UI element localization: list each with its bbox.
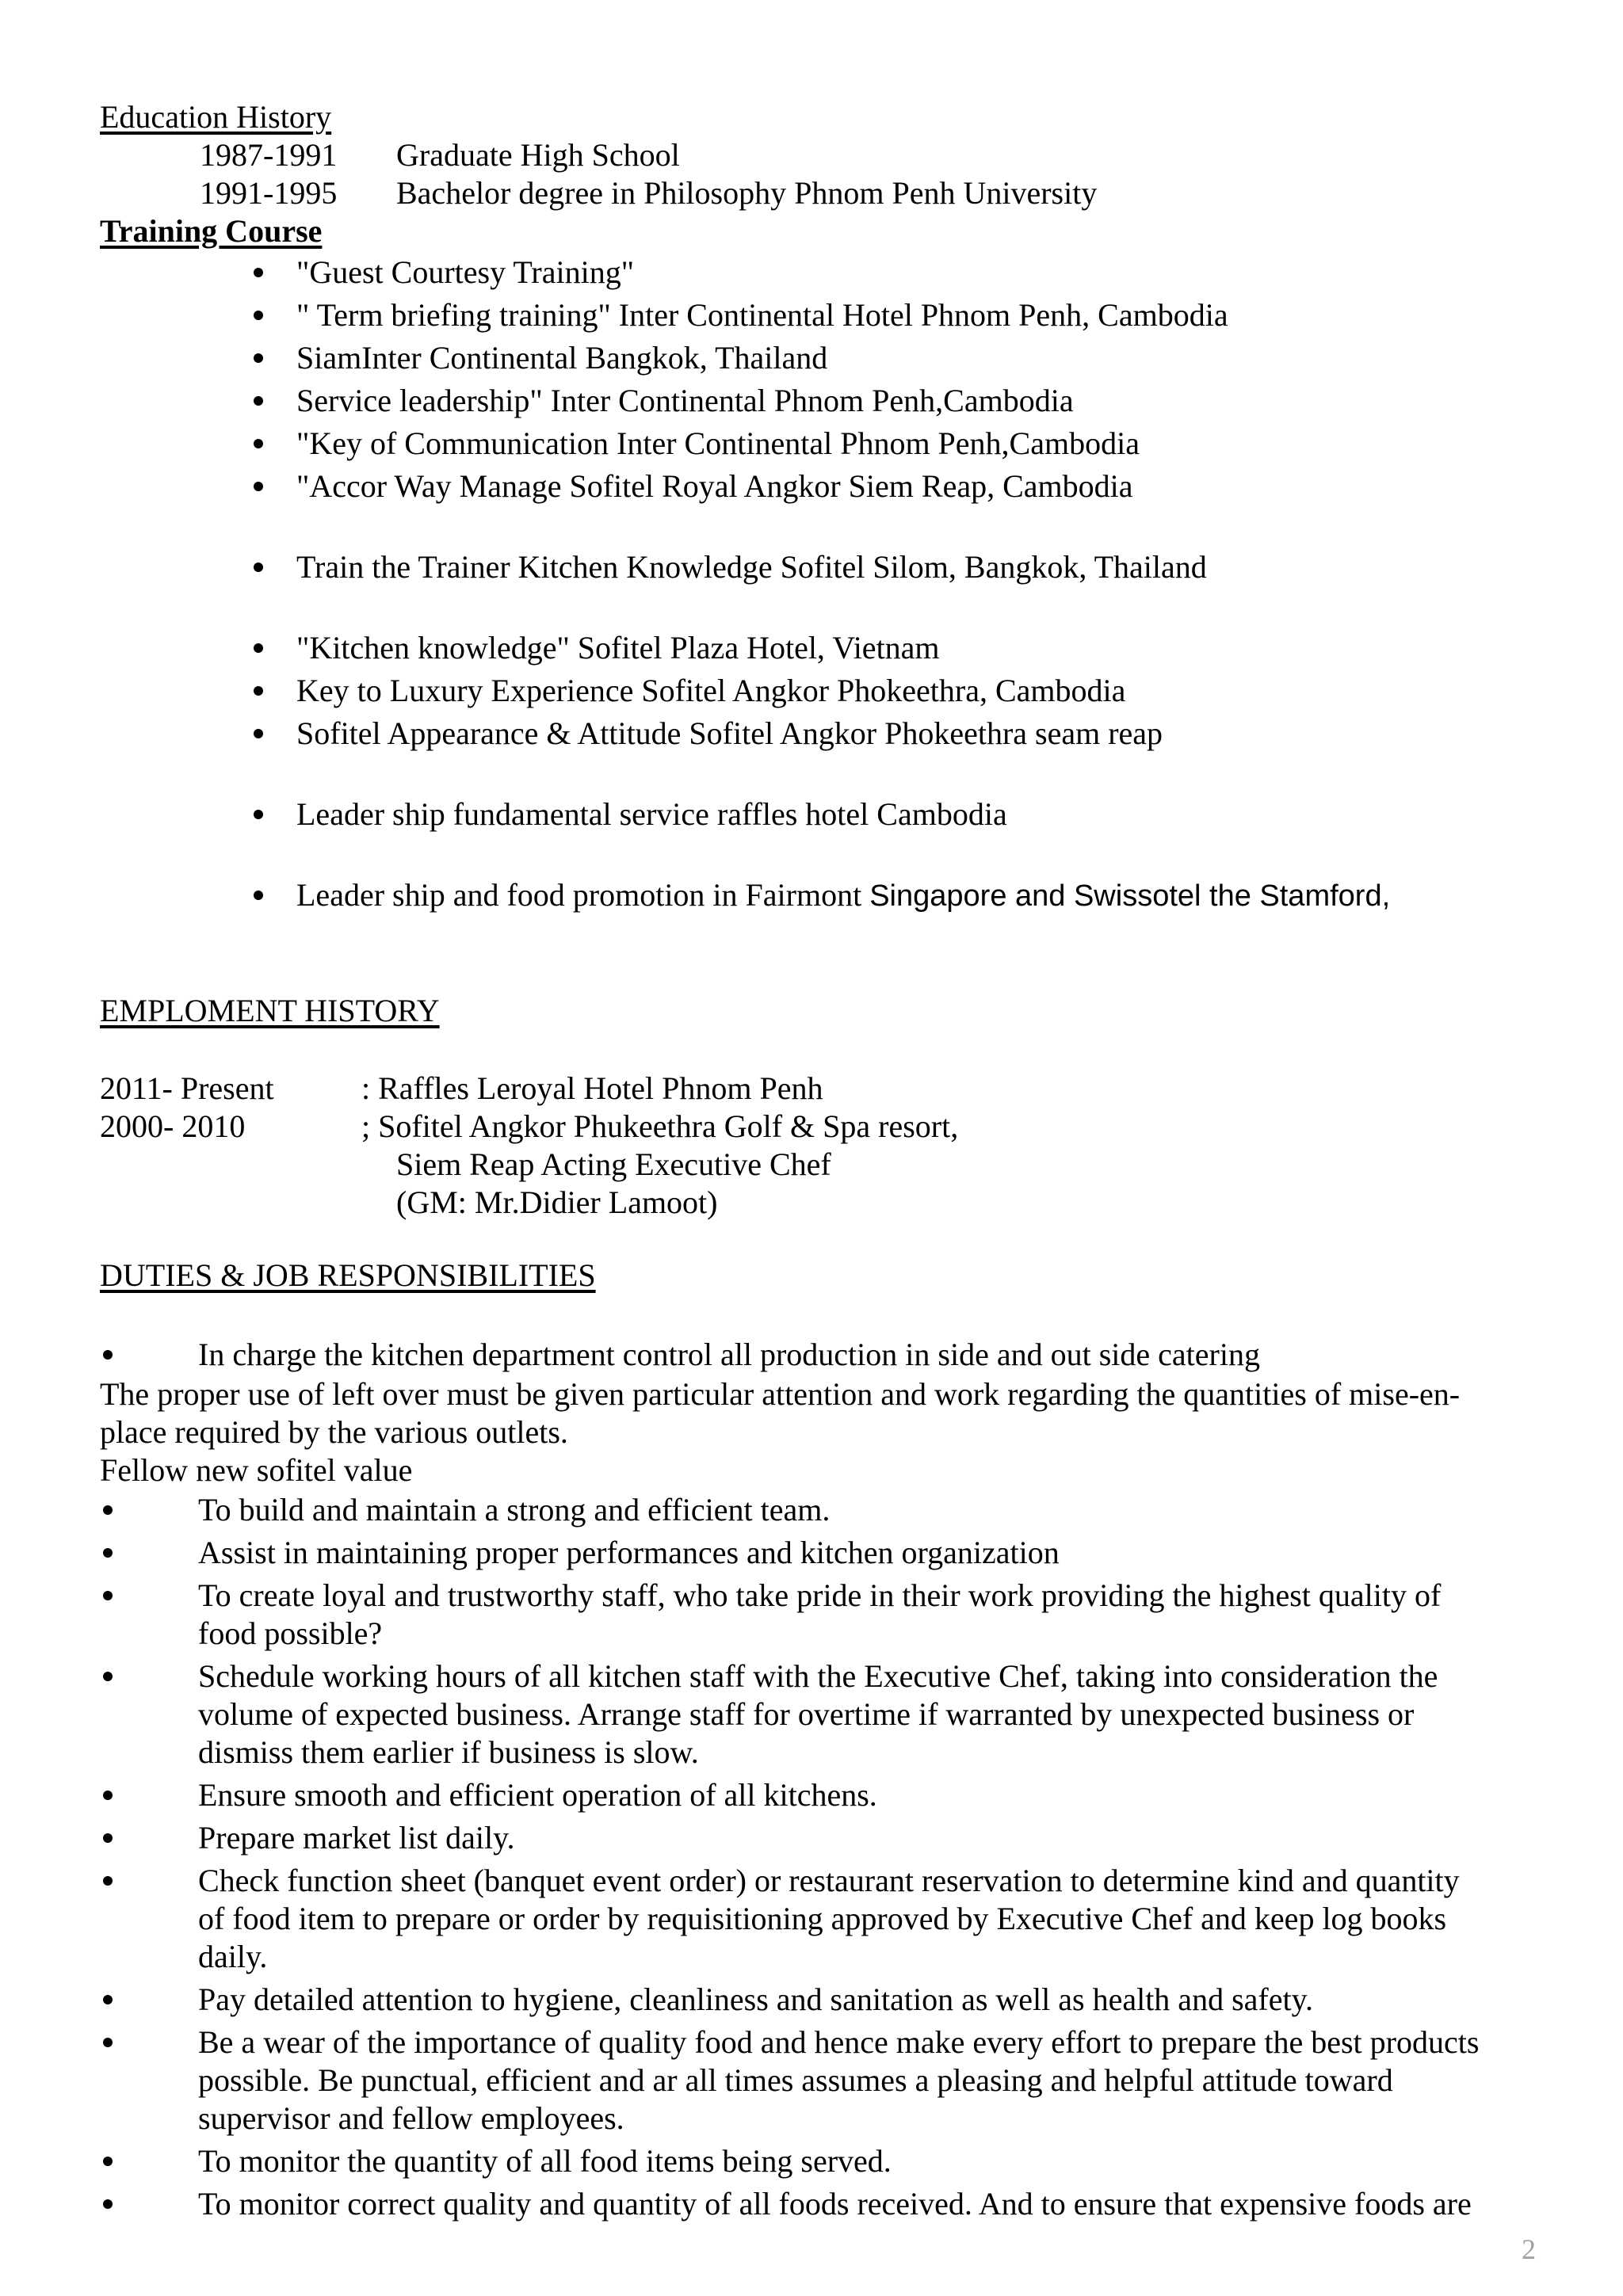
duty-paragraph-line: place required by the various outlets. <box>100 1414 568 1450</box>
bullet-icon <box>103 2038 113 2047</box>
employment-detail: Siem Reap Acting Executive Chef <box>396 1146 831 1182</box>
employment-detail: : Raffles Leroyal Hotel Phnom Penh <box>361 1070 823 1106</box>
employment-years: 2000- 2010 <box>100 1108 246 1144</box>
page-number: 2 <box>1522 2233 1536 2265</box>
duty-item: To create loyal and trustworthy staff, who take pride in their work providing the highest quality of <box>198 1577 1442 1613</box>
education-desc: Bachelor degree in Philosophy Phnom Penh University <box>396 175 1098 211</box>
duty-item-cont: volume of expected business. Arrange staff for overtime if warranted by unexpected business or <box>198 1696 1415 1732</box>
employment-detail: (GM: Mr.Didier Lamoot) <box>396 1184 718 1220</box>
duty-item: To monitor correct quality and quantity of all foods received. And to ensure that expensive foods are <box>198 2186 1472 2222</box>
training-item: "Kitchen knowledge" Sofitel Plaza Hotel, Vietnam <box>296 630 940 666</box>
employment-years: 2011- Present <box>100 1070 274 1106</box>
duty-item-cont: food possible? <box>198 1615 383 1651</box>
duties-heading: DUTIES & JOB RESPONSIBILITIES <box>100 1257 596 1293</box>
duty-item-cont: of food item to prepare or order by requisitioning approved by Executive Chef and keep log books <box>198 1901 1447 1936</box>
duty-item-cont: daily. <box>198 1939 268 1974</box>
duty-paragraph-line: The proper use of left over must be given particular attention and work regarding the quantities of mise-en- <box>100 1376 1461 1412</box>
employment-heading: EMPLOMENT HISTORY <box>100 993 440 1028</box>
bullet-icon <box>103 2157 113 2166</box>
bullet-icon <box>103 1591 113 1600</box>
duty-item: To build and maintain a strong and efficient team. <box>198 1492 831 1527</box>
duty-paragraph-line: Fellow new sofitel value <box>100 1452 413 1488</box>
education-heading: Education History <box>100 99 332 135</box>
duty-item: To monitor the quantity of all food items being served. <box>198 2143 892 2179</box>
duty-item: Check function sheet (banquet event order) or restaurant reservation to determine kind and quantity <box>198 1863 1460 1898</box>
bullet-icon <box>254 810 263 819</box>
bullet-icon <box>103 1833 113 1843</box>
training-item: SiamInter Continental Bangkok, Thailand <box>296 340 828 376</box>
training-item: Key to Luxury Experience Sofitel Angkor Phokeethra, Cambodia <box>296 673 1126 708</box>
training-item: Train the Trainer Kitchen Knowledge Sofitel Silom, Bangkok, Thailand <box>296 549 1207 585</box>
duty-item: Schedule working hours of all kitchen staff with the Executive Chef, taking into consideration the <box>198 1658 1438 1694</box>
duty-item-cont: dismiss them earlier if business is slow. <box>198 1734 699 1770</box>
bullet-icon <box>103 1505 113 1515</box>
training-item: "Key of Communication Inter Continental Phnom Penh,Cambodia <box>296 425 1140 461</box>
duty-item: Pay detailed attention to hygiene, cleanliness and sanitation as well as health and safety. <box>198 1981 1313 2017</box>
training-item: "Accor Way Manage Sofitel Royal Angkor Siem Reap, Cambodia <box>296 468 1133 504</box>
duty-item: In charge the kitchen department control all production in side and out side catering <box>198 1337 1260 1372</box>
training-item: "Guest Courtesy Training" <box>296 254 635 290</box>
bullet-icon <box>254 891 263 900</box>
bullet-icon <box>254 396 263 406</box>
duty-item-cont: supervisor and fellow employees. <box>198 2100 624 2136</box>
training-item: Service leadership" Inter Continental Phnom Penh,Cambodia <box>296 383 1074 418</box>
bullet-icon <box>254 482 263 491</box>
bullet-icon <box>103 1350 113 1360</box>
education-years: 1987-1991 <box>200 137 338 173</box>
duty-item-cont: possible. Be punctual, efficient and ar all times assumes a pleasing and helpful attitude toward <box>198 2062 1393 2098</box>
education-years: 1991-1995 <box>200 175 338 211</box>
bullet-icon <box>254 686 263 696</box>
bullet-icon <box>254 729 263 738</box>
bullet-icon <box>254 268 263 277</box>
education-desc: Graduate High School <box>396 137 680 173</box>
bullet-icon <box>103 1548 113 1558</box>
training-item-last-end: Singapore and Swissotel the Stamford, <box>869 879 1391 913</box>
training-item: Sofitel Appearance & Attitude Sofitel Angkor Phokeethra seam reap <box>296 715 1163 751</box>
training-heading: Training Course <box>100 213 323 249</box>
training-item: Leader ship fundamental service raffles hotel Cambodia <box>296 796 1007 832</box>
bullet-icon <box>103 1791 113 1800</box>
training-item-last-start: Leader ship and food promotion in Fairmont <box>296 877 870 913</box>
duty-item: Assist in maintaining proper performances and kitchen organization <box>198 1535 1060 1570</box>
bullet-icon <box>254 563 263 572</box>
bullet-icon <box>254 439 263 448</box>
employment-detail: ; Sofitel Angkor Phukeethra Golf & Spa resort, <box>361 1108 959 1144</box>
bullet-icon <box>103 1876 113 1886</box>
bullet-icon <box>103 1672 113 1681</box>
duty-item: Ensure smooth and efficient operation of all kitchens. <box>198 1777 877 1813</box>
duty-item: Be a wear of the importance of quality food and hence make every effort to prepare the best products <box>198 2024 1480 2060</box>
training-item-last <box>296 876 1390 915</box>
bullet-icon <box>254 643 263 653</box>
bullet-icon <box>103 1995 113 2004</box>
bullet-icon <box>254 353 263 363</box>
training-item: " Term briefing training" Inter Continental Hotel Phnom Penh, Cambodia <box>296 297 1228 333</box>
bullet-icon <box>254 311 263 320</box>
bullet-icon <box>103 2199 113 2209</box>
duty-item: Prepare market list daily. <box>198 1820 515 1855</box>
